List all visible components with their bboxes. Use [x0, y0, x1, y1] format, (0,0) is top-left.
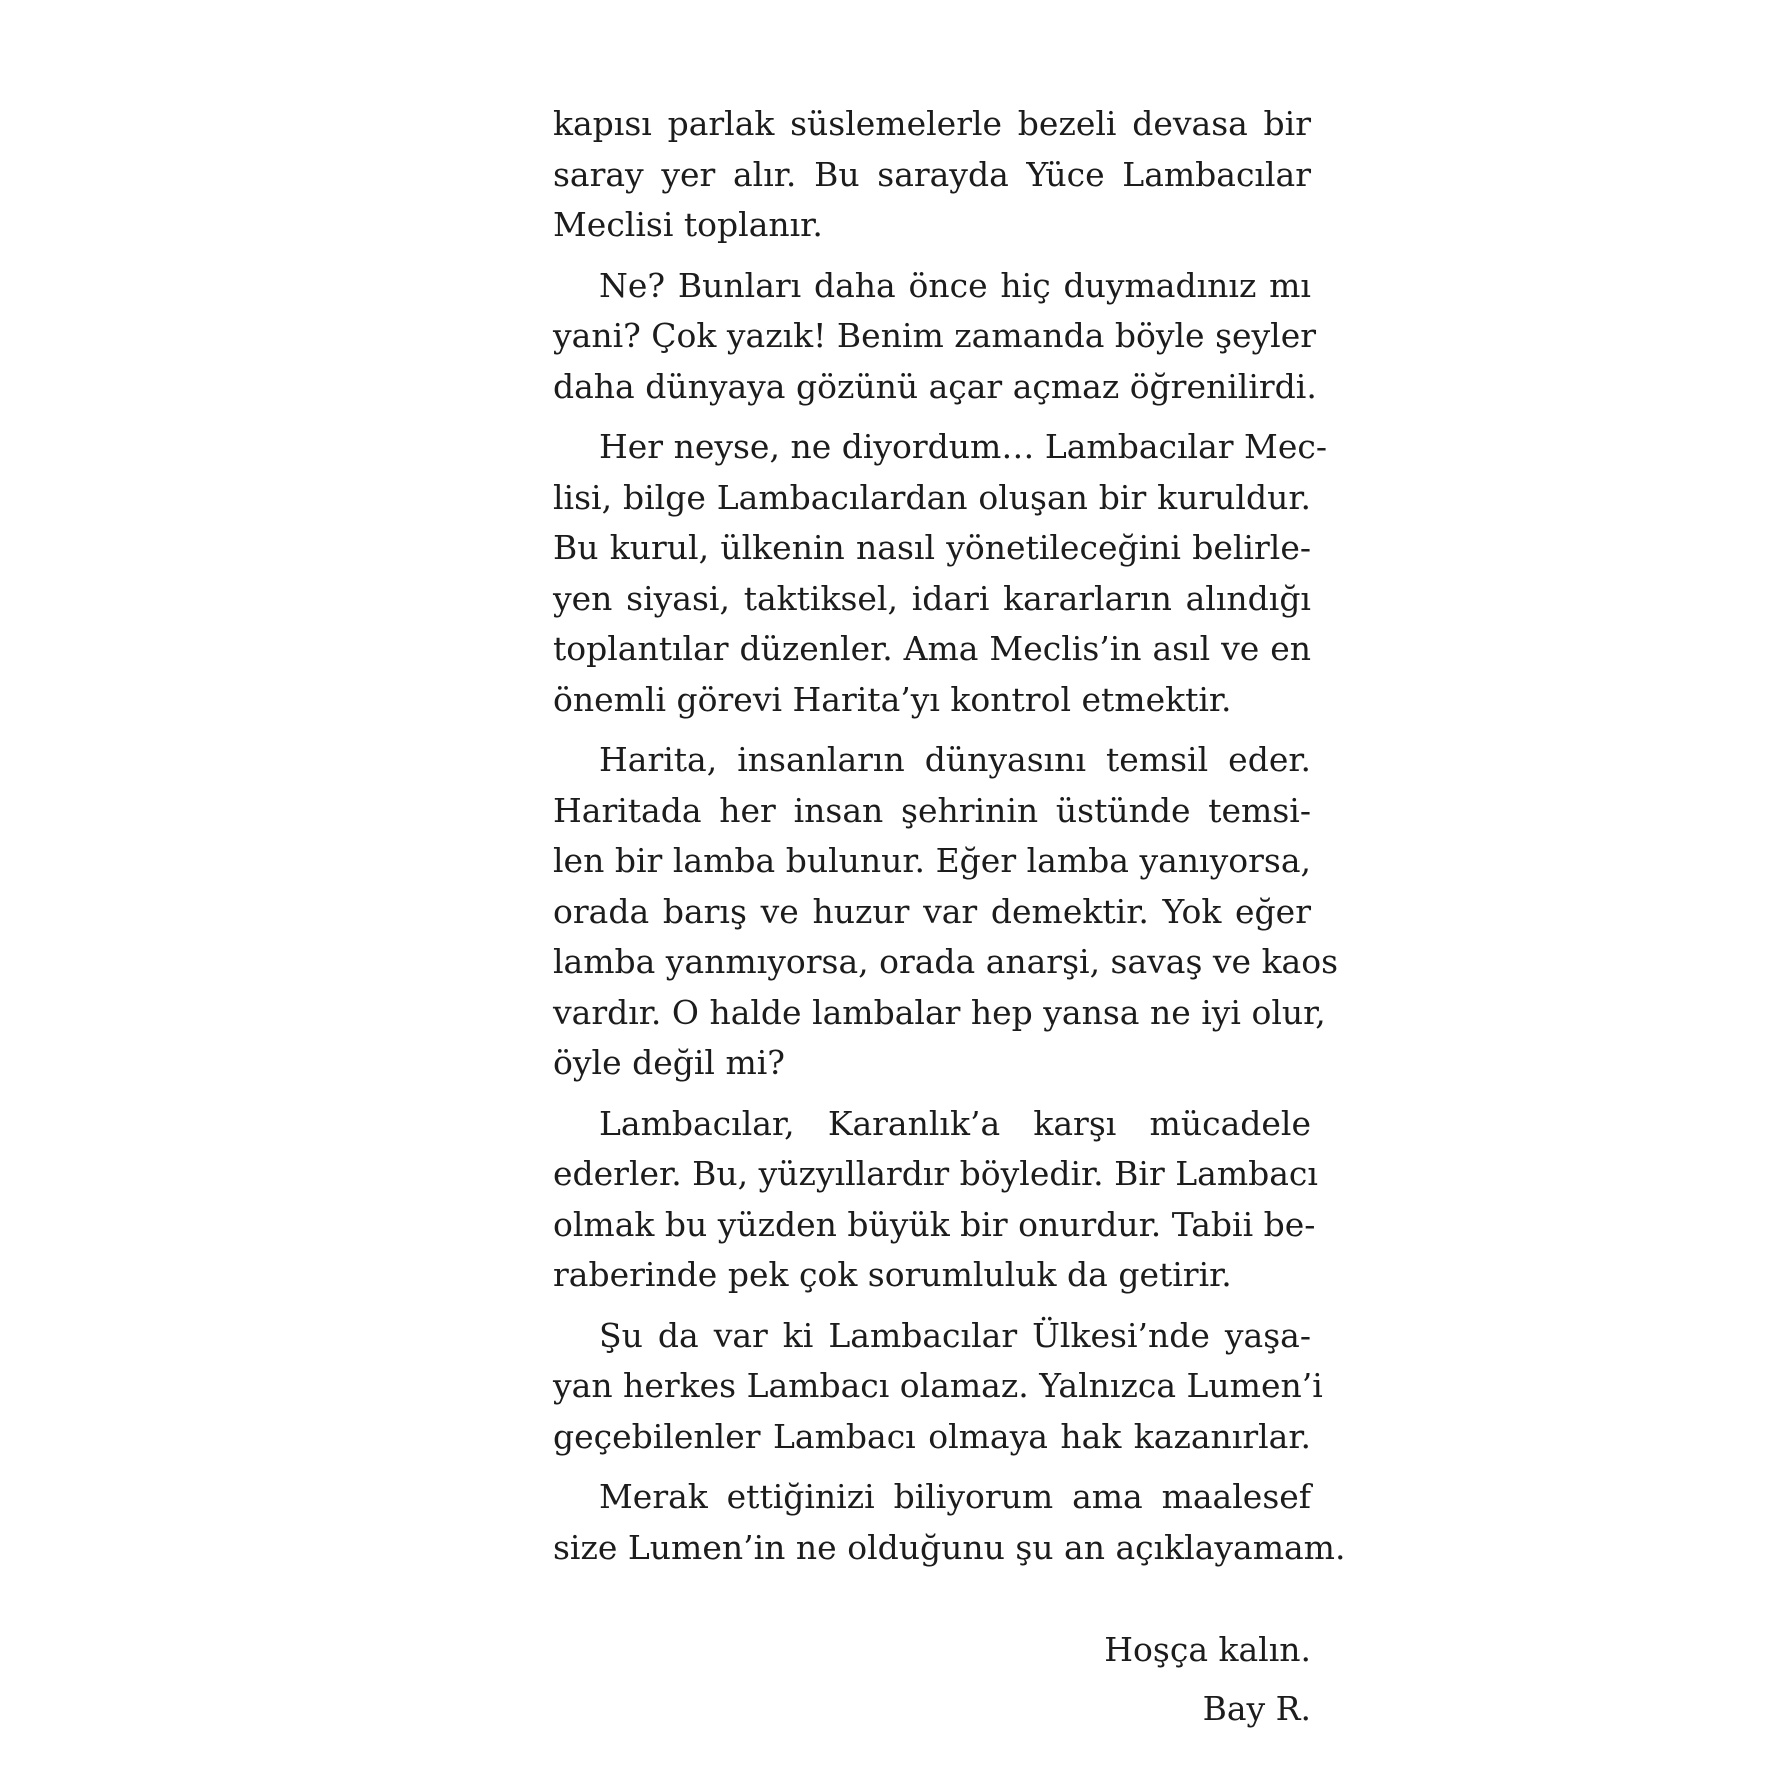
paragraph [553, 1099, 1318, 1301]
text-line: yan herkes Lambacı olamaz. Yalnızca Lumen’i [553, 1366, 1323, 1405]
text-line: geçebilenler Lambacı olmaya hak kazanırlar. [553, 1416, 1311, 1456]
text-line: Ne? Bunları daha önce hiç duymadınız mı [599, 265, 1311, 305]
text-line: Bu kurul, ülkenin nasıl yönetileceğini belirle- [553, 528, 1311, 567]
text-line: olmak bu yüzden büyük bir onurdur. Tabii be- [553, 1204, 1316, 1244]
text-line: öyle değil mi? [553, 1043, 785, 1082]
text-line: Her neyse, ne diyordum… Lambacılar Mec- [599, 427, 1327, 466]
text-line: önemli görevi Harita’yı kontrol etmektir. [553, 679, 1232, 719]
paragraph [553, 422, 1327, 725]
paragraph [553, 99, 1311, 251]
text-line: kapısı parlak süslemelerle bezeli devasa bir [553, 104, 1311, 143]
text-line: raberinde pek çok sorumluluk da getirir. [553, 1255, 1232, 1294]
farewell-text: Hoşça kalın. [1104, 1630, 1311, 1669]
text-line: toplantılar düzenler. Ama Meclis’in asıl ve en [553, 629, 1311, 668]
text-line: vardır. O halde lambalar hep yansa ne iyi olur, [553, 992, 1326, 1032]
paragraph [553, 1311, 1323, 1463]
text-line: ederler. Bu, yüzyıllardır böyledir. Bir Lambacı [553, 1154, 1318, 1193]
text-line: size Lumen’in ne olduğunu şu an açıklayamam. [553, 1527, 1346, 1567]
signature-text: Bay R. [1202, 1689, 1311, 1728]
text-line: Lambacılar, Karanlık’a karşı mücadele [599, 1103, 1311, 1143]
text-line: Harita, insanların dünyasını temsil eder. [599, 740, 1311, 779]
text-line: saray yer alır. Bu sarayda Yüce Lambacılar [553, 154, 1311, 194]
text-line: Şu da var ki Lambacılar Ülkesi’nde yaşa- [599, 1315, 1311, 1355]
text-line: orada barış ve huzur var demektir. Yok eğer [553, 891, 1311, 931]
text-line: Merak ettiğinizi biliyorum ama maalesef [599, 1477, 1311, 1516]
text-line: Haritada her insan şehrinin üstünde temsi- [553, 790, 1311, 830]
text-line: daha dünyaya gözünü açar açmaz öğrenilirdi. [553, 366, 1317, 406]
body-text [553, 99, 1346, 1573]
text-line: lamba yanmıyorsa, orada anarşi, savaş ve kaos [553, 942, 1339, 981]
text-line: lisi, bilge Lambacılardan oluşan bir kuruldur. [553, 477, 1311, 517]
paragraph [553, 1472, 1346, 1573]
paragraph [553, 261, 1317, 413]
text-line: len bir lamba bulunur. Eğer lamba yanıyorsa, [553, 841, 1311, 880]
paragraph [553, 735, 1339, 1089]
text-line: yen siyasi, taktiksel, idari kararların alındığı [553, 578, 1311, 618]
text-line: yani? Çok yazık! Benim zamanda böyle şeyler [553, 316, 1317, 355]
text-line: Meclisi toplanır. [553, 205, 823, 244]
